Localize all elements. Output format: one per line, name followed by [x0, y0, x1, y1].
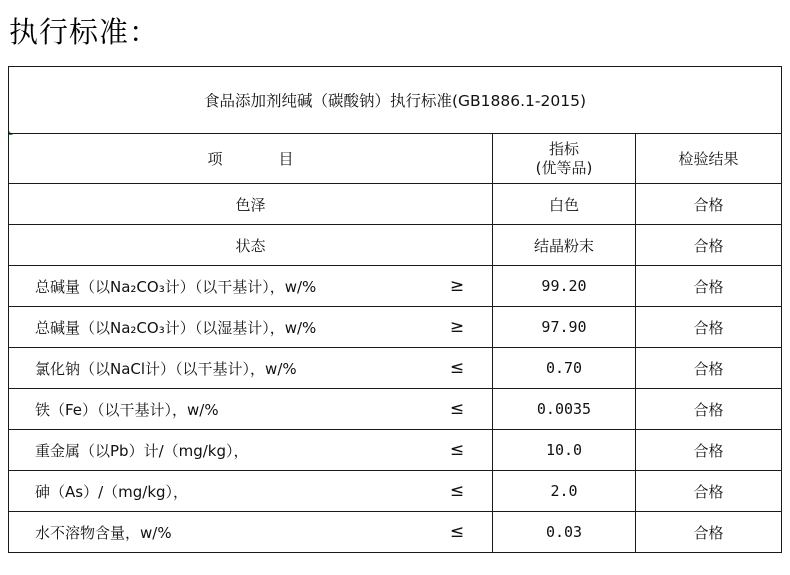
row-name: 总碱量（以Na₂CO₃计）（以湿基计），w/% — [35, 318, 317, 337]
row-value: 0.0035 — [493, 389, 636, 430]
row-name: 状态 — [9, 225, 493, 266]
row-comparator: ≥ — [449, 317, 465, 337]
row-comparator: ≤ — [449, 481, 465, 501]
table-title: 食品添加剂纯碱（碳酸钠）执行标准(GB1886.1-2015) — [9, 67, 782, 134]
standard-table — [8, 66, 782, 553]
row-value: 99.20 — [493, 266, 636, 307]
row-result: 合格 — [636, 389, 782, 430]
table-title-row — [9, 67, 782, 134]
header-standard-line2: (优等品) — [535, 158, 593, 177]
header-standard-line1: 指标 — [548, 139, 579, 158]
row-name-cell — [9, 512, 493, 553]
header-item-char-1: 项 — [207, 150, 223, 168]
row-value: 白色 — [493, 184, 636, 225]
header-item — [9, 134, 493, 184]
row-value: 2.0 — [493, 471, 636, 512]
table-row — [9, 348, 782, 389]
row-result: 合格 — [636, 307, 782, 348]
row-comparator: ≤ — [449, 399, 465, 419]
table-row — [9, 471, 782, 512]
table-row — [9, 225, 782, 266]
row-name-cell — [9, 389, 493, 430]
table-row — [9, 389, 782, 430]
row-name: 色泽 — [9, 184, 493, 225]
header-result: 检验结果 — [636, 134, 782, 184]
row-comparator: ≤ — [449, 358, 465, 378]
row-name: 砷（As）/（mg/kg）， — [35, 482, 189, 501]
header-item-char-2: 目 — [278, 150, 294, 168]
row-value: 0.70 — [493, 348, 636, 389]
row-value: 0.03 — [493, 512, 636, 553]
row-name: 重金属（以Pb）计/（mg/kg）， — [35, 441, 249, 460]
row-value: 10.0 — [493, 430, 636, 471]
row-comparator: ≤ — [449, 440, 465, 460]
table-row — [9, 512, 782, 553]
table-row — [9, 266, 782, 307]
row-result: 合格 — [636, 348, 782, 389]
row-result: 合格 — [636, 512, 782, 553]
row-name: 水不溶物含量，w/% — [35, 523, 172, 542]
row-comparator: ≤ — [449, 522, 465, 542]
table-header-row — [9, 134, 782, 184]
page-heading: 执行标准： — [9, 15, 160, 49]
row-name-cell — [9, 307, 493, 348]
header-standard — [493, 134, 636, 184]
row-name-cell — [9, 430, 493, 471]
row-result: 合格 — [636, 184, 782, 225]
table-row — [9, 184, 782, 225]
row-comparator: ≥ — [449, 276, 465, 296]
row-name: 铁（Fe）（以干基计），w/% — [35, 400, 219, 419]
row-name: 氯化钠（以NaCl计）（以干基计），w/% — [35, 359, 297, 378]
table-row — [9, 307, 782, 348]
row-name: 总碱量（以Na₂CO₃计）（以干基计），w/% — [35, 277, 317, 296]
row-result: 合格 — [636, 430, 782, 471]
row-result: 合格 — [636, 266, 782, 307]
row-name-cell — [9, 266, 493, 307]
row-value: 97.90 — [493, 307, 636, 348]
row-name-cell — [9, 348, 493, 389]
table-row — [9, 430, 782, 471]
row-name-cell — [9, 471, 493, 512]
row-result: 合格 — [636, 225, 782, 266]
row-value: 结晶粉末 — [493, 225, 636, 266]
row-result: 合格 — [636, 471, 782, 512]
